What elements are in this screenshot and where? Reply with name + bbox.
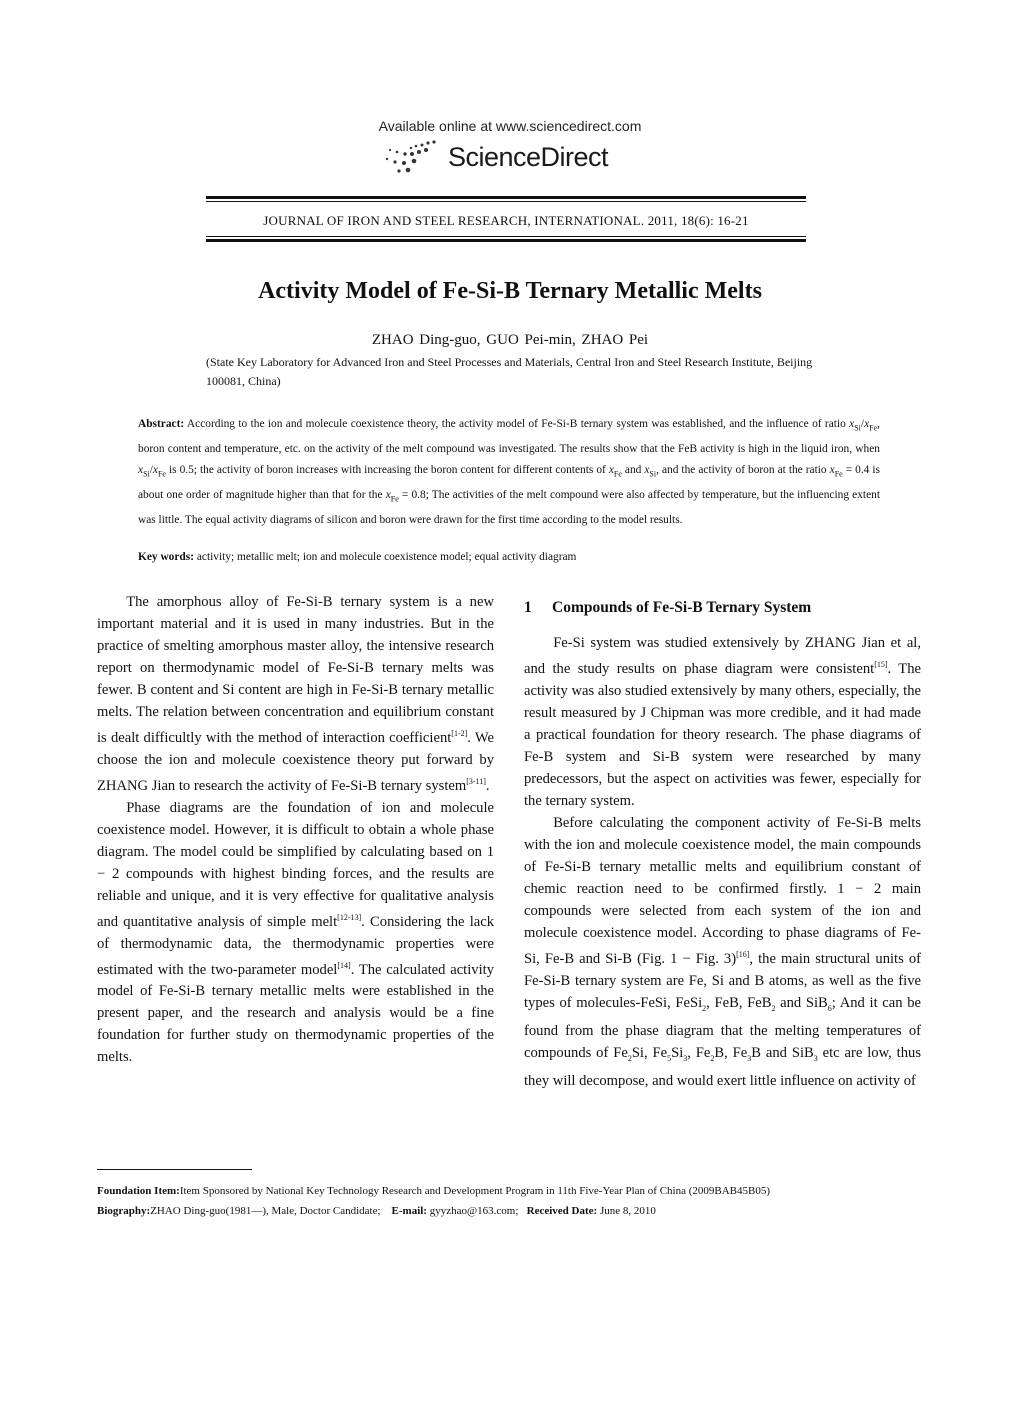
section-title: Compounds of Fe-Si-B Ternary System xyxy=(552,599,812,616)
body-paragraph: The amorphous alloy of Fe-Si-B ternary system is a new important material and it is used in many industries. But in the practice of smelting amorphous master alloy, the intensive research report on thermodynamic model of Fe-Si-B ternary melts was fewer. B content and Si content are high in Fe-Si-B ternary metallic melts. The relation between concentration and equilibrium constant is dealt difficultly with the method of interaction coefficient[1-2]. We choose the ion and molecule coexistence theory put forward by ZHANG Jian to research the activity of Fe-Si-B ternary system[3-11]. xyxy=(97,594,494,794)
available-online-text: Available online at www.sciencedirect.com xyxy=(378,118,642,134)
keywords-label: Key words: xyxy=(138,551,194,563)
keywords xyxy=(138,551,880,563)
email-label: E-mail: xyxy=(391,1205,427,1217)
header-rule-bottom-thin xyxy=(206,236,806,237)
abstract-label: Abstract: xyxy=(138,418,185,430)
sciencedirect-logo xyxy=(382,136,642,178)
foundation-text: Item Sponsored by National Key Technology Research and Development Program in 11th Five-Year Plan of China (2009BAB45B05) xyxy=(179,1185,770,1197)
header-rule-top xyxy=(206,196,806,199)
received-date: June 8, 2010 xyxy=(599,1205,656,1217)
biography-text: ZHAO Ding-guo(1981—), Male, Doctor Candidate; xyxy=(150,1205,381,1217)
biography xyxy=(97,1201,927,1221)
foundation-item xyxy=(97,1181,927,1201)
body-paragraph: Before calculating the component activity of Fe-Si-B melts with the ion and molecule coexistence model, the main compounds of Fe-Si-B ternary metallic melts and equilibrium constant of chemic reaction need to be confirmed firstly. 1 − 2 main compounds were selected from each system of the ion and molecule coexistence model. According to phase diagrams of Fe-Si, Fe-B and Si-B (Fig. 1 − Fig. 3)[16], the main structural units of Fe-Si-B ternary system are Fe, Si and B atoms, as well as the five types of molecules-FeSi, FeSi$_2$, FeB, FeB$_2$ and SiB$_6$; And it can be found from the phase diagram that the melting temperatures of compounds of $Fe_2Si$, $Fe_5Si_3$, $Fe_2B$, $Fe_3B$ and SiB$_3$ etc are low, thus they will decompose, and would exert little influence on activity of xyxy=(524,814,922,1089)
body-paragraph: Phase diagrams are the foundation of ion and molecule coexistence model. However, it is difficult to obtain a whole phase diagram. The model could be simplified by calculating based on 1 − 2 compounds with highest binding forces, and the results are reliable and unique, and it is very effective for qualitative analysis and quantitative analysis of simple melt[12-13]. Considering the lack of thermodynamic data, the thermodynamic properties were estimated with the two-parameter model[14]. The calculated activity model of Fe-Si-B ternary metallic melts were established in the present paper, and the research and analysis would be a fine foundation for further study on thermodynamic properties of the melts. xyxy=(97,799,495,1066)
header-rule-top-thin xyxy=(206,201,806,202)
section-number: 1 xyxy=(524,599,532,616)
body-paragraph: Fe-Si system was studied extensively by ZHANG Jian et al, and the study results on phase diagram were consistent[15]. The activity was also studied extensively by many others, especially, the result measured by J Chipman was more credible, and it had made a practical foundation for theory research. The phase diagrams of Fe-B system and Si-B system were researched by many predecessors, but the aspect on activities was fewer, especially for the ternary system. xyxy=(524,635,921,809)
received-date-label: Received Date: xyxy=(526,1205,598,1217)
foundation-label: Foundation Item: xyxy=(97,1185,180,1197)
author-list: ZHAO Ding-guo, GUO Pei-min, ZHAO Pei xyxy=(371,332,649,348)
journal-citation: JOURNAL OF IRON AND STEEL RESEARCH, INTERNATIONAL. 2011, 18(6): 16-21 xyxy=(263,213,749,228)
email-address[interactable]: gyyzhao@163.com; xyxy=(429,1205,519,1217)
keywords-text: activity; metallic melt; ion and molecule coexistence model; equal activity diagram xyxy=(196,551,577,563)
body-column-left xyxy=(97,591,494,1068)
footnote xyxy=(97,1181,927,1221)
footnote-rule xyxy=(97,1169,252,1170)
section-heading xyxy=(524,599,811,617)
affiliation: (State Key Laboratory for Advanced Iron and Steel Processes and Materials, Central Iron and Steel Research Institute, Beijing 100081, China) xyxy=(206,355,813,388)
sciencedirect-logo-text: ScienceDirect xyxy=(448,142,609,172)
body-column-right xyxy=(524,632,921,1092)
biography-label: Biography: xyxy=(97,1205,151,1217)
abstract: Abstract: According to the ion and molecule coexistence theory, the activity model of Fe-Si-B ternary system was established, and the influence of ratio $x_{Si}/x_{Fe}$, boron content and temperature, etc. on the activity of the melt compound was investigated. The results show that the FeB activity is high in the liquid iron, when $x_{Si}/x_{Fe}$ is 0.5; the activity of boron increases with increasing the boron content for different contents of $x_{Fe}$ and $x_{Si}$, and the activity of boron at the ratio $x_{Fe} = 0.4$ is about one order of magnitude higher than that for the $x_{Fe} = 0.8$; The activities of the melt compound were also affected by temperature, but the influencing extent was little. The equal activity diagrams of silicon and boron were drawn for the first time according to the model results. xyxy=(138,418,880,526)
paper-title: Activity Model of Fe-Si-B Ternary Metallic Melts xyxy=(258,278,762,304)
sciencedirect-dots-icon xyxy=(382,136,444,178)
header-rule-bottom xyxy=(206,239,806,242)
